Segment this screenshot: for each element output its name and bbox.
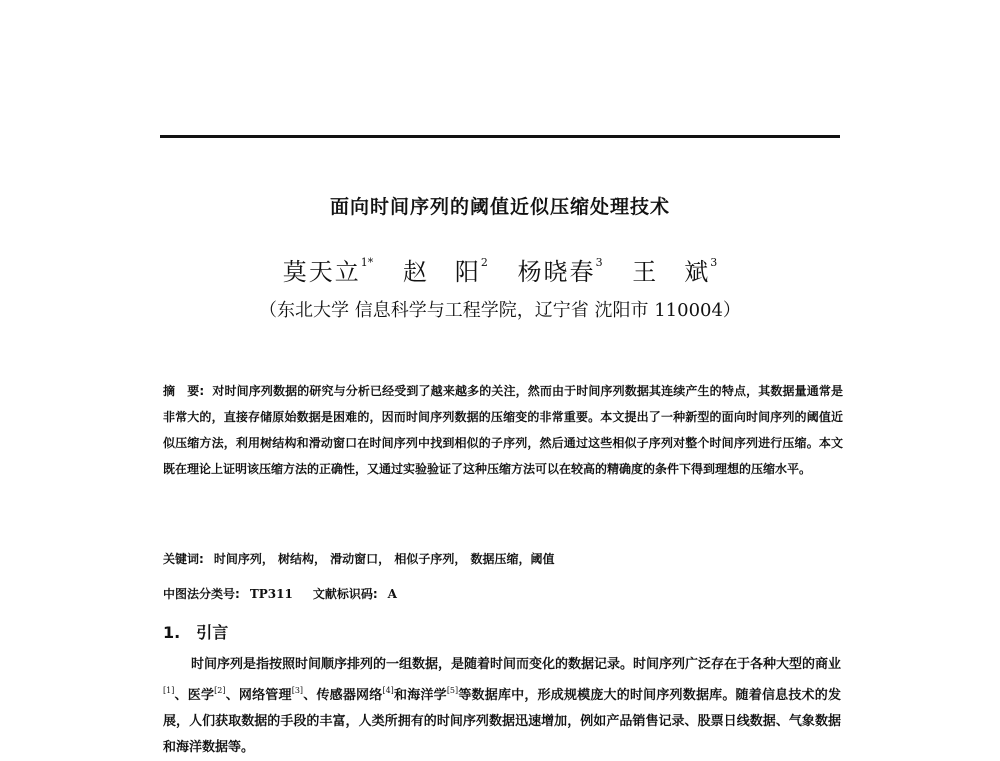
citation: [5] [446,686,459,695]
intro-text: 、网络管理 [225,688,292,703]
author-name: 王 斌 [632,258,711,286]
abstract [163,378,843,482]
citation: [3] [291,686,304,695]
intro-text: 、医学 [174,688,215,703]
author [518,252,603,287]
keywords-text: 时间序列， 树结构， 滑动窗口， 相似子序列， 数据压缩，阈值 [213,552,555,566]
paper-title: 面向时间序列的阈值近似压缩处理技术 [329,196,670,218]
author-name: 赵 阳 [402,258,481,286]
abstract-text: 对时间序列数据的研究与分析已经受到了越来越多的关注，然而由于时间序列数据其连续产生的特点，其数据量通常是非常大的，直接存储原始数据是困难的，因而时间序列数据的压缩变的非常重要。本文提出了一种新型的面向时间序列的阈值近似压缩方法，利用树结构和滑动窗口在时间序列中找到相似的子序列，然后通过这些相似子序列对整个时间序列进行压缩。本文既在理论上证明该压缩方法的正确性，又通过实验验证了这种压缩方法可以在较高的精确度的条件下得到理想的压缩水平。 [163,384,843,476]
section-title: 引言 [196,623,229,642]
intro-text: 和海洋学 [393,688,447,703]
author [283,252,374,287]
author-affiliation-mark: 2 [480,256,488,269]
author-affiliation-mark: 1* [360,256,374,269]
classification-line [163,585,843,602]
author-affiliation-mark: 3 [595,256,603,269]
citation: [2] [214,686,226,695]
intro-paragraph [163,652,841,761]
intro-text: 、传感器网络 [303,688,383,703]
clc-label: 中图法分类号: [163,587,240,601]
intro-text: 时间序列是指按照时间顺序排列的一组数据，是随着时间而变化的数据记录。时间序列广泛存在于各种大型的商业 [191,657,842,672]
author-name: 杨晓春 [517,258,596,286]
author-list [0,252,1000,287]
section-number: 1. [163,623,181,642]
citation: [1] [163,686,175,695]
intro-text: 等数据库中，形成规模庞大的时间序列数据库。随着信息技术的发展，人们获取数据的手段的丰富，人类所拥有的时间序列数据迅速增加，例如产品销售记录、股票日线数据、气象数据和海洋数据等。 [163,688,841,755]
abstract-label: 摘 要: [163,384,205,398]
header-rule [160,135,840,138]
section-heading [163,620,228,643]
keywords [163,550,843,567]
citation: [4] [382,686,394,695]
author [632,252,717,287]
keywords-label: 关键词: [163,552,204,566]
author-affiliation-mark: 3 [710,256,718,269]
author-name: 莫天立 [282,258,361,286]
clc-value: TP311 [249,587,293,601]
doc-code-label: 文献标识码: [312,587,378,601]
affiliation: （东北大学 信息科学与工程学院，辽宁省 沈阳市 110004） [259,300,741,321]
author [403,252,488,287]
doc-code-value: A [387,587,397,601]
